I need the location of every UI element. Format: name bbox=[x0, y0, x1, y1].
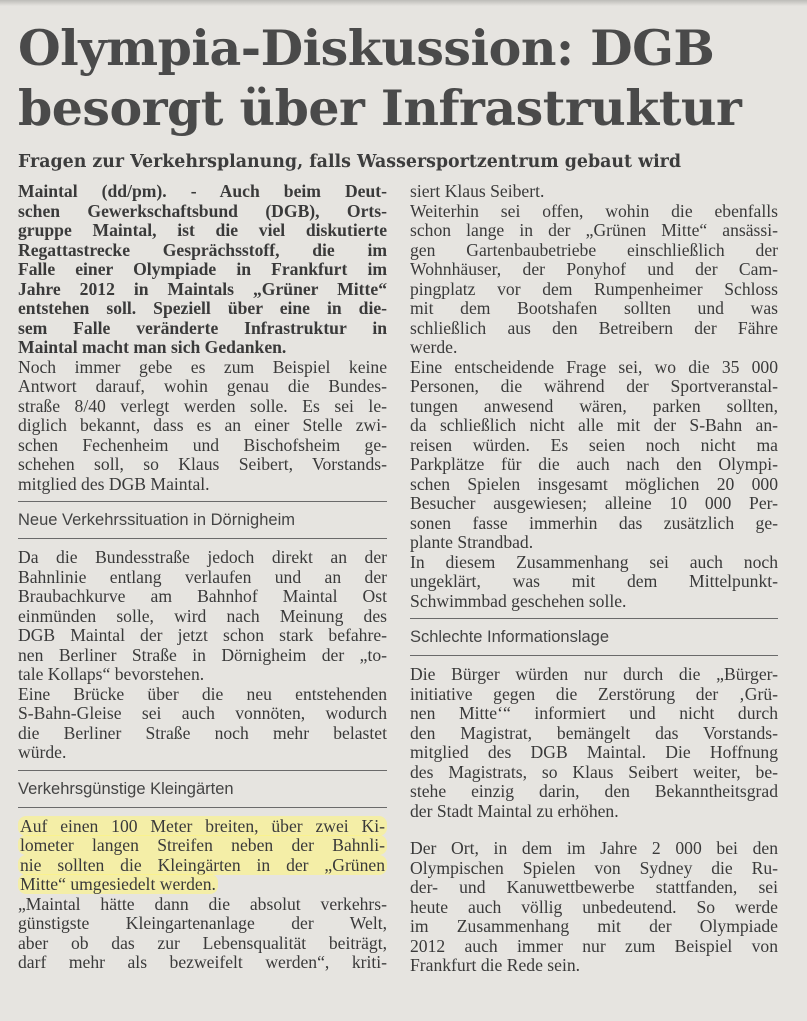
text-line: ungeklärt, was mit dem Mittelpunkt- bbox=[410, 571, 778, 591]
lead-paragraph bbox=[18, 182, 387, 358]
text-line: Schwimmbad geschehen solle. bbox=[410, 590, 627, 611]
highlighted-text: nie sollten die Kleingärten in der „Grünen bbox=[20, 854, 385, 875]
text-line: mitglied des DGB Maintal. bbox=[18, 473, 210, 494]
text-line bbox=[18, 856, 387, 876]
text-line: schließlich aus den Betreibern der Fähre bbox=[410, 317, 778, 338]
text-line: darf mehr als bezweifelt werden“, kriti- bbox=[18, 952, 387, 972]
text-line: heute auch völlig unbedeutend. So werde bbox=[410, 896, 778, 917]
text-line bbox=[18, 875, 387, 895]
text-line: der- und Kanuwettbewerbe stattfanden, sei bbox=[410, 877, 778, 897]
headline-line: besorgt über Infrastruktur bbox=[18, 79, 742, 137]
text-line: „Maintal hätte dann die absolut verkehrs- bbox=[18, 893, 387, 914]
highlighted-text: Auf einen 100 Meter breiten, über zwei Ki- bbox=[20, 815, 385, 836]
text-line: Antwort darauf, wohin genau die Bundes- bbox=[18, 376, 387, 396]
text-line: Weiterhin sei offen, wohin die ebenfalls bbox=[410, 200, 778, 221]
text-line: schon lange in der „Grünen Mitte“ ansässi- bbox=[410, 220, 778, 240]
text-line: tale Kollaps“ bevorstehen. bbox=[18, 664, 205, 684]
text-line: schen Fechenheim und Bischofsheim ge- bbox=[18, 434, 387, 455]
highlighted-text: Mitte“ umgesiedelt werden. bbox=[20, 874, 216, 894]
text-line: diglich bekannt, dass es an einer Stelle zwi- bbox=[18, 415, 387, 435]
text-line: entstehen soll. Speziell über eine in die- bbox=[18, 298, 387, 318]
text-line: Frankfurt die Rede sein. bbox=[410, 955, 581, 975]
paragraph bbox=[18, 358, 387, 495]
text-line: gen Gartenbaubetriebe einschließlich der bbox=[410, 239, 778, 260]
text-line: da schließlich nicht alle mit der S-Bahn an- bbox=[410, 415, 778, 435]
text-line: Olympischen Spielen von Sydney die Ru- bbox=[410, 857, 778, 878]
text-line: im Zusammenhang mit der Olympiade bbox=[410, 916, 778, 936]
paragraph bbox=[18, 548, 387, 685]
text-line: stehe einzig darin, den Bekanntheitsgrad bbox=[410, 781, 778, 801]
text-line: den Magistrat, bemängelt das Vorstands- bbox=[410, 722, 778, 743]
paragraph bbox=[410, 839, 778, 976]
text-line: werde. bbox=[410, 337, 458, 357]
text-line: Wohnhäuser, der Ponyhof und der Cam- bbox=[410, 259, 778, 279]
text-line: initiative gegen die Zerstörung der ‚Grü- bbox=[410, 683, 778, 704]
text-line: schehen soll, so Klaus Seibert, Vorstands- bbox=[18, 454, 387, 474]
text-line: nen Berliner Straße in Dörnigheim der „to- bbox=[18, 644, 387, 665]
text-line: Der Ort, in dem im Jahre 2 000 bei den bbox=[410, 838, 778, 858]
text-line: Bahnlinie entlang verlaufen und an der bbox=[18, 566, 387, 587]
paragraph bbox=[410, 182, 778, 202]
text-line: die Berliner Straße noch mehr belastet bbox=[18, 722, 387, 743]
text-line: In diesem Zusammenhang sei auch noch bbox=[410, 551, 778, 572]
text-line: der Stadt Maintal zu erhöhen. bbox=[410, 800, 619, 821]
text-line: gruppe Maintal, ist die viel diskutierte bbox=[18, 220, 387, 240]
text-line: aber ob das zur Lebensqualität beiträgt, bbox=[18, 932, 387, 953]
text-line: Maintal (dd/pm). - Auch beim Deut- bbox=[18, 181, 387, 201]
text-line: S-Bahn-Gleise sei auch vonnöten, wodurch bbox=[18, 703, 387, 723]
text-line: des Magistrats, so Klaus Seibert weiter, be- bbox=[410, 761, 778, 782]
section-heading: Neue Verkehrssituation in Dörnigheim bbox=[18, 501, 387, 539]
text-line: reisen würden. Es seien noch nicht ma bbox=[410, 434, 778, 455]
text-line: pingplatz vor dem Rumpenheimer Schloss bbox=[410, 278, 778, 299]
subheadline: Fragen zur Verkehrsplanung, falls Wassersportzentrum gebaut wird bbox=[18, 152, 682, 172]
right-column bbox=[410, 182, 778, 976]
text-line: nen Mitte‘“ informiert und nicht durch bbox=[410, 703, 778, 723]
paragraph bbox=[410, 202, 778, 358]
text-line: tungen anwesend wären, parken sollten, bbox=[410, 395, 778, 416]
headline-line: Olympia-Diskussion: DGB bbox=[18, 19, 715, 77]
text-line: Falle einer Olympiade in Frankfurt im bbox=[18, 259, 387, 279]
text-line: Jahre 2012 in Maintals „Grüner Mitte“ bbox=[18, 278, 387, 299]
headline bbox=[18, 18, 798, 138]
text-line: Parkplätze für die auch nach den Olympi- bbox=[410, 454, 778, 474]
text-line: würde. bbox=[18, 742, 67, 762]
text-line: 2012 auch immer nur zum Beispiel von bbox=[410, 935, 778, 956]
paragraph bbox=[410, 665, 778, 821]
text-line: siert Klaus Seibert. bbox=[410, 181, 545, 201]
text-line: Eine Brücke über die neu entstehenden bbox=[18, 683, 387, 704]
text-line: Besucher ausgewiesen; alleine 10 000 Per- bbox=[410, 493, 778, 513]
text-line bbox=[18, 817, 387, 837]
text-line: sonen fasse immerhin das zusätzlich ge- bbox=[410, 512, 778, 533]
text-line: Da die Bundesstraße jedoch direkt an der bbox=[18, 547, 387, 567]
left-column bbox=[18, 182, 387, 973]
text-line: mitglied des DGB Maintal. Die Hoffnung bbox=[410, 742, 778, 762]
text-line: Regattastrecke Gesprächsstoff, die im bbox=[18, 239, 387, 260]
text-line: Maintal macht man sich Gedanken. bbox=[18, 337, 287, 357]
section-heading: Verkehrsgünstige Kleingärten bbox=[18, 770, 387, 808]
paragraph bbox=[410, 358, 778, 553]
text-line: Eine entscheidende Frage sei, wo die 35 000 bbox=[410, 356, 778, 377]
highlighted-text: lometer langen Streifen neben der Bahnli- bbox=[20, 835, 385, 855]
text-line: Braubachkurve am Bahnhof Maintal Ost bbox=[18, 586, 387, 606]
paragraph bbox=[18, 895, 387, 973]
section-heading: Schlechte Informationslage bbox=[410, 618, 778, 656]
text-line: sem Falle veränderte Infrastruktur in bbox=[18, 317, 387, 338]
paragraph bbox=[18, 817, 387, 895]
paragraph-gap bbox=[410, 821, 778, 839]
text-line: mit dem Bootshafen sollten und was bbox=[410, 298, 778, 318]
text-line: Noch immer gebe es zum Beispiel keine bbox=[18, 356, 387, 377]
text-line: DGB Maintal der jetzt schon stark befahre- bbox=[18, 625, 387, 645]
text-line: günstigste Kleingartenanlage der Welt, bbox=[18, 913, 387, 933]
text-line: schen Gewerkschaftsbund (DGB), Orts- bbox=[18, 200, 387, 221]
paragraph bbox=[410, 553, 778, 612]
paragraph bbox=[18, 685, 387, 763]
text-line: schen Spielen insgesamt möglichen 20 000 bbox=[410, 473, 778, 494]
text-line: einmünden solle, wird nach Meinung des bbox=[18, 605, 387, 626]
text-line bbox=[18, 836, 387, 856]
top-edge bbox=[0, 0, 807, 6]
text-line: Personen, die während der Sportveranstal- bbox=[410, 376, 778, 396]
text-line: straße 8/40 verlegt werden solle. Es sei le- bbox=[18, 395, 387, 416]
text-line: Die Bürger würden nur durch die „Bürger- bbox=[410, 664, 778, 684]
text-line: plante Strandbad. bbox=[410, 532, 534, 552]
